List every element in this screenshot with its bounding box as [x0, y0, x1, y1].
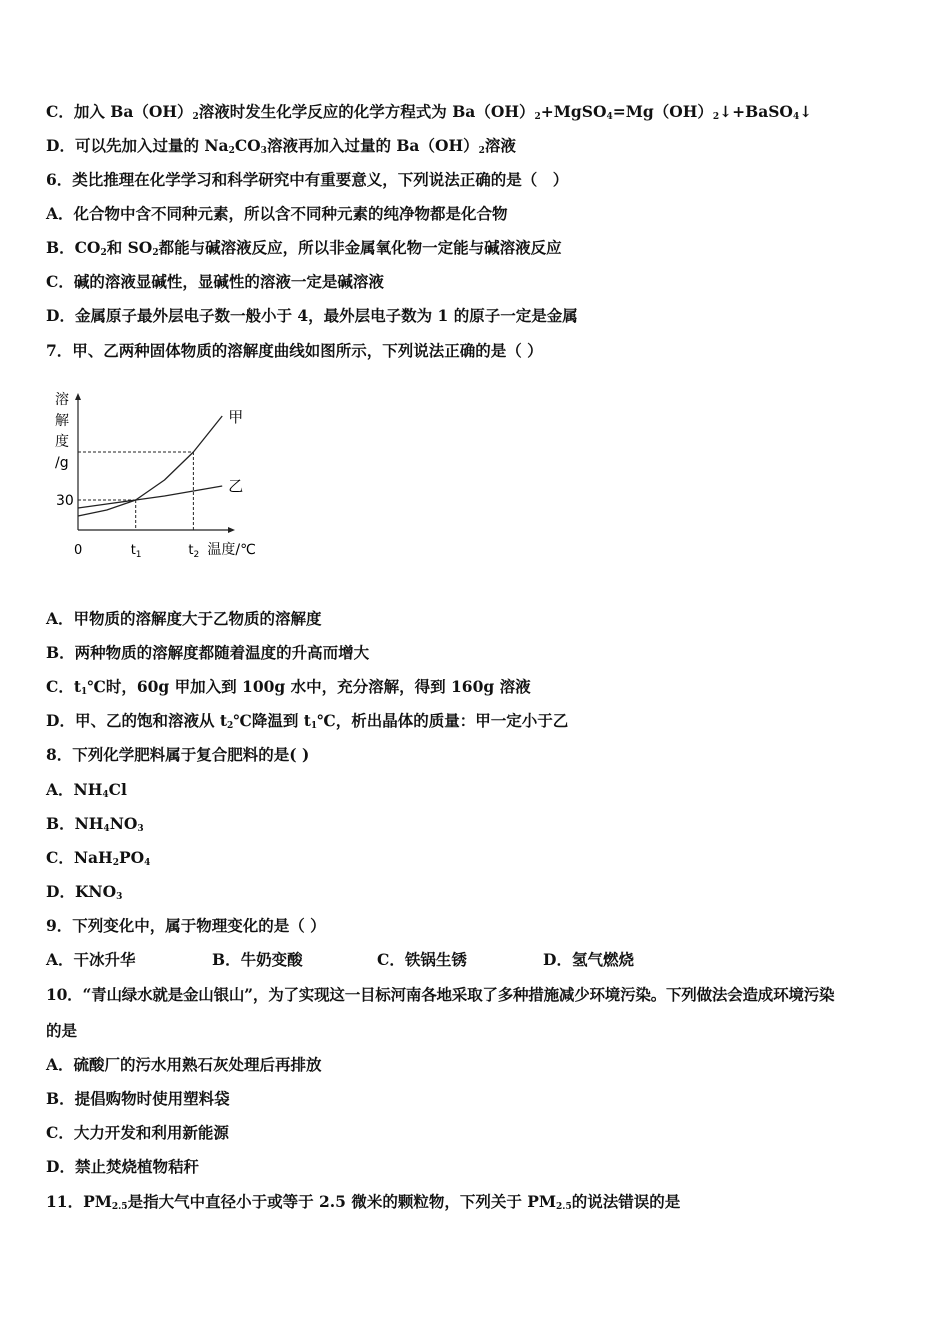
subscript: 1: [310, 721, 318, 731]
q8-option-b: [46, 814, 144, 834]
q7-option-c: [46, 677, 531, 697]
y-axis-arrow: [75, 393, 81, 400]
text: D．可以先加入过量的 Na: [46, 136, 229, 155]
chart-curves: [78, 416, 222, 516]
question-10-line-2: 的是: [46, 1021, 78, 1040]
text: +MgSO: [540, 102, 607, 121]
q5-option-d: [46, 136, 516, 156]
y-axis-label: 度: [55, 434, 69, 450]
series-label: 乙: [228, 477, 244, 495]
subscript: 2: [100, 248, 107, 258]
subscript: 4: [144, 858, 151, 868]
text: 的说法错误的是: [571, 1192, 681, 1211]
text: C．t: [46, 677, 81, 696]
q9-option-a: A．干冰升华: [46, 950, 136, 969]
subscript: 2.5: [111, 1202, 128, 1212]
subscript: 2.5: [556, 1202, 572, 1212]
text: CO: [234, 136, 261, 155]
subscript: 2: [112, 858, 119, 868]
subscript: 2: [478, 146, 485, 156]
solubility-chart: [50, 388, 256, 568]
q7-option-d: [46, 711, 568, 731]
subscript: 4: [103, 824, 110, 834]
question-10-line-1: 10．“青山绿水就是金山银山”，为了实现这一目标河南各地采取了多种措施减少环境污染。下列做法会造成环境污染: [46, 985, 835, 1004]
q10-option-d: D．禁止焚烧植物秸秆: [46, 1157, 199, 1176]
x-tick-label: $t_1$: [130, 543, 142, 560]
y-axis-label: 溶: [55, 392, 69, 408]
question-7: 7．甲、乙两种固体物质的溶解度曲线如图所示，下列说法正确的是（ ）: [46, 341, 543, 360]
subscript: 3: [116, 892, 123, 902]
subscript: 1: [81, 687, 88, 697]
text: B．CO: [46, 238, 101, 257]
text: ℃时，60g 甲加入到 100g 水中，充分溶解，得到 160g 溶液: [87, 677, 531, 696]
q6-option-c: C．碱的溶液显碱性，显碱性的溶液一定是碱溶液: [46, 272, 384, 291]
q7-option-a: A．甲物质的溶解度大于乙物质的溶解度: [46, 609, 322, 628]
question-8: 8．下列化学肥料属于复合肥料的是( ): [46, 745, 310, 764]
text: C．加入 Ba（OH）: [46, 102, 193, 121]
origin-label: 0: [74, 543, 83, 558]
subscript: 4: [102, 790, 109, 800]
series-label: 甲: [228, 408, 244, 426]
q6-option-b: [46, 238, 562, 258]
q6-option-a: A．化合物中含不同种元素，所以含不同种元素的纯净物都是化合物: [46, 204, 508, 223]
q7-option-b: B．两种物质的溶解度都随着温度的升高而增大: [46, 643, 370, 662]
text: D．甲、乙的饱和溶液从 t: [46, 711, 227, 730]
text: ℃降温到 t: [233, 711, 311, 730]
text: D．KNO: [46, 882, 117, 901]
text: 和 SO: [106, 238, 153, 257]
x-axis-arrow: [228, 527, 235, 533]
y-tick-label: 30: [56, 493, 74, 509]
q10-option-b: B．提倡购物时使用塑料袋: [46, 1089, 230, 1108]
curve-jia: [78, 416, 222, 516]
text: PO: [118, 848, 145, 867]
x-tick-label: $t_2$: [188, 543, 200, 560]
text: A．NH: [46, 780, 103, 799]
question-9: 9．下列变化中，属于物理变化的是（ ）: [46, 916, 326, 935]
text: ↓: [799, 102, 813, 121]
subscript: 2: [192, 112, 199, 122]
subscript: 4: [792, 112, 800, 122]
subscript: 2: [152, 248, 159, 258]
text: C．NaH: [46, 848, 113, 867]
text: 都能与碱溶液反应，所以非金属氧化物一定能与碱溶液反应: [158, 238, 562, 257]
q8-option-c: [46, 848, 150, 868]
y-axis-label: 解: [55, 413, 69, 429]
q6-option-d: D．金属原子最外层电子数一般小于 4，最外层电子数为 1 的原子一定是金属: [46, 306, 578, 325]
text: 溶液时发生化学反应的化学方程式为 Ba（OH）: [198, 102, 535, 121]
text: 溶液再加入过量的 Ba（OH）: [266, 136, 479, 155]
subscript: 2: [712, 112, 720, 122]
subscript: 3: [260, 146, 267, 156]
text: Cl: [108, 780, 127, 799]
text: 溶液: [484, 136, 516, 155]
q8-option-a: [46, 780, 127, 800]
subscript: 2: [534, 112, 541, 122]
text: 11．PM: [46, 1192, 112, 1211]
q8-option-d: [46, 882, 122, 902]
text: 是指大气中直径小于或等于 2.5 微米的颗粒物，下列关于 PM: [127, 1192, 557, 1211]
text: ℃，析出晶体的质量：甲一定小于乙: [317, 711, 569, 730]
q10-option-a: A．硫酸厂的污水用熟石灰处理后再排放: [46, 1055, 322, 1074]
question-11: [46, 1192, 680, 1212]
text: NO: [109, 814, 138, 833]
q9-option-c: C．铁锅生锈: [377, 950, 467, 969]
subscript: 3: [137, 824, 144, 834]
question-6: 6．类比推理在化学学习和科学研究中有重要意义，下列说法正确的是（ ）: [46, 170, 569, 189]
q10-option-c: C．大力开发和利用新能源: [46, 1123, 229, 1142]
x-axis-label: 温度/℃: [207, 542, 256, 558]
y-axis-label: /g: [55, 455, 69, 471]
text: B．NH: [46, 814, 104, 833]
text: =Mg（OH）: [612, 102, 713, 121]
q5-option-c: [46, 102, 812, 122]
text: ↓+BaSO: [719, 102, 793, 121]
subscript: 2: [228, 146, 235, 156]
q9-option-b: B．牛奶变酸: [212, 950, 303, 969]
subscript: 2: [227, 721, 234, 731]
subscript: 4: [606, 112, 613, 122]
chart-labels: [55, 391, 256, 560]
q9-option-d: D．氢气燃烧: [543, 950, 634, 969]
